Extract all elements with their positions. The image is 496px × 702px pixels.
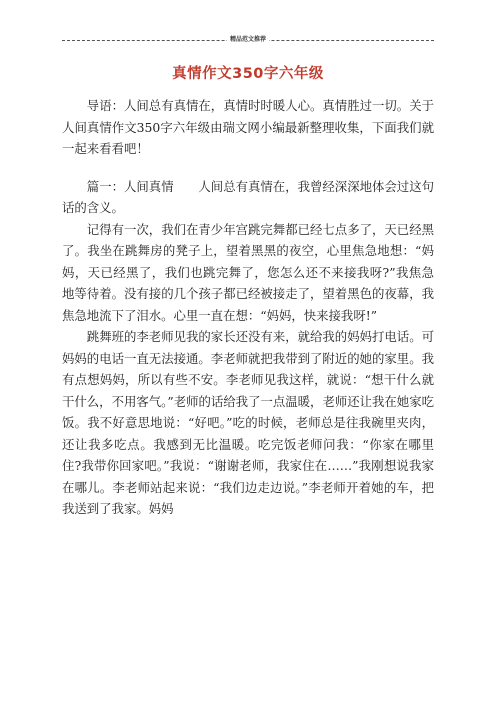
header-label: 精品范文推荐 [227, 35, 269, 45]
paragraph-gap [62, 160, 434, 176]
body-paragraph-3: 跳舞班的李老师见我的家长还没有来，就给我的妈妈打电话。可妈妈的电话一直无法接通。李老师就把我带到了附近的她的家里。我有点想妈妈，所以有些不安。李老师见我这样，就说：“想干什么就干什么，不用客气。”老师的话给我了一点温暖，老师还让我在她家吃饭。我不好意思地说：“好吧。”吃的时候，老师总是往我碗里夹肉，还让我多吃点。我感到无比温暖。吃完饭老师问我：“你家在哪里住?我带你回家吧。”我说：“谢谢老师，我家住在……”我刚想说我家在哪儿。李老师站起来说：“我们边走边说。”李老师开着她的车，把我送到了我家。妈妈 [62, 329, 434, 516]
document-title: 真情作文350字六年级 [172, 66, 324, 82]
body-paragraph-1: 篇一：人间真情 人间总有真情在，我曾经深深地体会过这句话的含义。 [62, 178, 434, 215]
intro-paragraph: 导语：人间总有真情在，真情时时暖人心。真情胜过一切。关于人间真情作文350字六年级由瑞文网小编最新整理收集，下面我们就一起来看看吧！ [62, 98, 434, 156]
body-paragraph-2: 记得有一次，我们在青少年宫跳完舞都已经七点多了，天已经黑了。我坐在跳舞房的凳子上，望着黑黑的夜空，心里焦急地想：“妈妈，天已经黑了，我们也跳完舞了，您怎么还不来接我呀?”我焦急地等待着。没有接的几个孩子都已经被接走了，望着黑色的夜幕，我焦急地流下了泪水。心里一直在想：“妈妈，快来接我呀!” [62, 221, 434, 323]
page-header [62, 36, 434, 46]
document-body [62, 95, 434, 520]
